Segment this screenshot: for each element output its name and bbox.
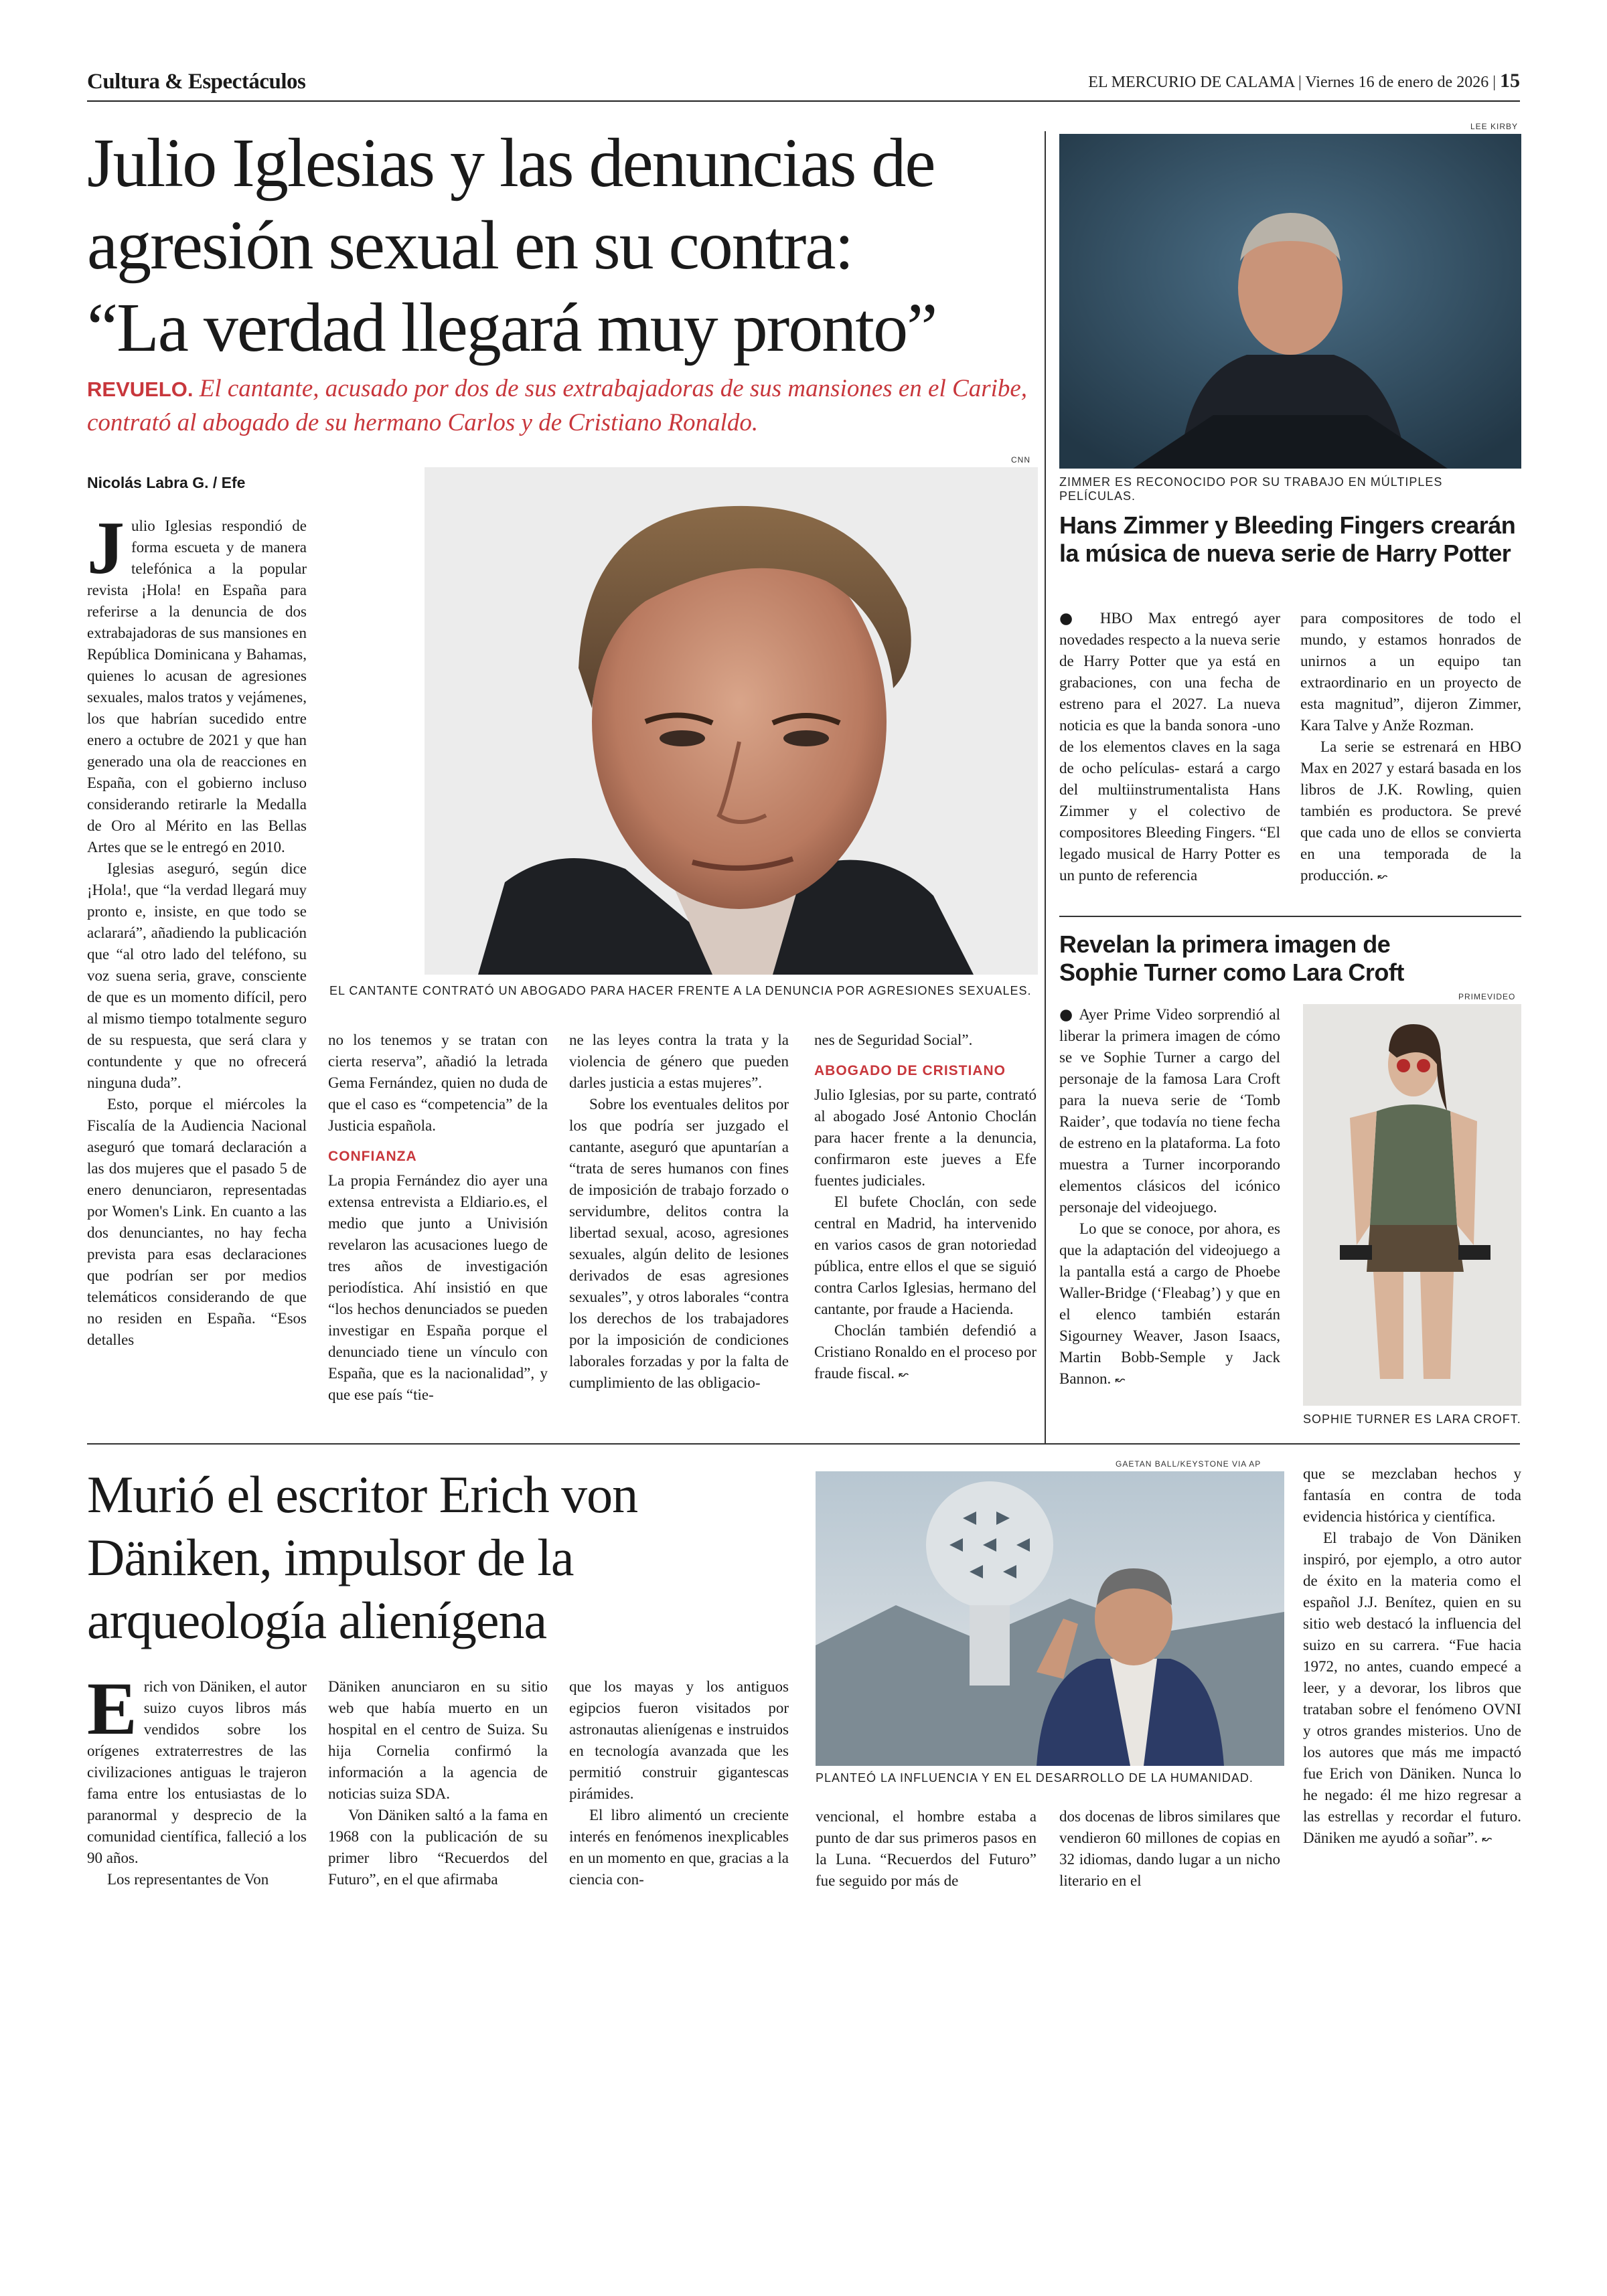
article-paragraph — [87, 1667, 307, 1869]
sidebar-rule — [1059, 916, 1521, 917]
main-photo-caption: EL CANTANTE CONTRATÓ UN ABOGADO PARA HACER FRENTE A LA DENUNCIA POR AGRESIONES SEXUALES. — [329, 984, 1032, 997]
article-paragraph: Von Däniken saltó a la fama en 1968 con la publicación de su primer libro “Recuerdos del Futuro”, en el que afirmaba — [328, 1807, 548, 1888]
article-paragraph — [814, 1320, 1037, 1386]
daniken-photo-credit: GAETAN BALL/KEYSTONE VIA AP — [1116, 1459, 1261, 1469]
subhead-abogado: ABOGADO DE CRISTIANO — [814, 1063, 1006, 1078]
article-paragraph: Esto, porque el miércoles la Fiscalía de la Audiencia Nacional aseguró que tomará declaración a las dos mujeres que el pasado 5 de enero denunciaron, representadas por Women's Link. En cuanto a las dos denunciantes, no hay fecha prevista para esas declaraciones que podrían ser por medios telemáticos considerando de que no residen en España. “Esos detalles — [87, 1096, 307, 1348]
article-paragraph: El libro alimentó un creciente interés en fenómenos inexplicables en un momento en que, gracias a la ciencia con- — [569, 1807, 789, 1888]
paragraph-text: El trabajo de Von Däniken inspiró, por ejemplo, a otro autor de éxito en la materia como el español J.J. Benítez, quien en su sitio web destacó la influencia del suizo en su carrera. “Fue hacia 1972, no antes, cuando empecé a leer, y a devorar, los libros que trataban sobre el fenómeno OVNI y otros grandes misterios. Uno de los autores que más me impactó fue Erich von Däniken. Nunca lo he negado: él me hizo regresar a las estrellas y recordar el futuro. Däniken me ayudó a soñar”. — [1303, 1530, 1521, 1846]
article-paragraph — [1300, 736, 1521, 888]
main-col-2 — [328, 1030, 548, 1406]
subhead-confianza: CONFIANZA — [328, 1149, 417, 1164]
article-paragraph: ne las leyes contra la trata y la violencia de género que pueden darles justicia a estas mujeres”. — [569, 1032, 789, 1091]
bullet-icon: ● — [1059, 610, 1085, 627]
page-number: 15 — [1500, 70, 1520, 92]
main-deck — [87, 372, 1038, 440]
byline: Nicolás Labra G. / Efe — [87, 474, 246, 491]
headline-line: Murió el escritor Erich von — [87, 1465, 638, 1524]
article-paragraph: dos docenas de libros similares que vendieron 60 millones de copias en 32 idiomas, dando lugar a un nicho literario en el — [1059, 1808, 1280, 1889]
article-paragraph: para compositores de todo el mundo, y estamos honrados de unirnos a un equipo tan extraordinario en un proyecto de esta magnitud”, dijeron Zimmer, Kara Talve y Anže Rozman. — [1300, 610, 1521, 734]
zimmer-headline — [1059, 511, 1521, 568]
zimmer-illustration — [1059, 134, 1521, 469]
article-paragraph: nes de Seguridad Social”. — [814, 1032, 973, 1048]
sophie-turner-photo — [1303, 1004, 1521, 1406]
column-divider — [1045, 131, 1046, 1443]
deck-text: El cantante, acusado por dos de sus extrabajadoras de sus mansiones en el Caribe, contrató al abogado de su hermano Carlos y de Cristiano Ronaldo. — [87, 375, 1028, 436]
end-mark-icon: ↜ — [1377, 870, 1388, 884]
bullet-icon: ● — [1059, 1006, 1075, 1023]
article-paragraph: Däniken anunciaron en su sitio web que había muerto en un hospital en el centro de Suiza. Su hija Cornelia confirmó la información a la agencia de noticias suiza SDA. — [328, 1678, 548, 1802]
separator: | — [1493, 74, 1500, 91]
article-paragraph — [1059, 608, 1280, 886]
article-paragraph: Iglesias aseguró, según dice ¡Hola!, que “la verdad llegará muy pronto e, insiste, en que todo se aclarará”, añadiendo la publicación que “al otro lado del teléfono, su voz suena seria, grave, consciente de que es un momento difícil, pero al mismo tiempo totalmente seguro de su respuesta, que será clara y contundente y que no ofrecerá ninguna duda”. — [87, 860, 307, 1091]
headline-line: arqueología alienígena — [87, 1591, 547, 1649]
dropcap: J — [87, 507, 125, 590]
daniken-illustration — [816, 1471, 1284, 1766]
headline-line: agresión sexual en su contra: — [87, 207, 853, 284]
article-paragraph: Sobre los eventuales delitos por los que podría ser juzgado el cantante, aseguró que apuntarían a “trata de seres humanos con fines de imposición de trabajo forzado o servidumbre, delitos contra la libertad sexual, acoso, agresiones sexuales, algún delito de lesiones derivados de esas agresiones sexuales”, y otros laborales “contra los derechos de los trabajadores por la imposición de condiciones laborales forzadas y por la falta de cumplimiento de las obligacio- — [569, 1096, 789, 1391]
daniken-col-4 — [816, 1806, 1037, 1892]
daniken-col-5 — [1059, 1806, 1280, 1892]
zimmer-photo-credit: LEE KIRBY — [1470, 122, 1519, 131]
paragraph-text: La serie se estrenará en HBO Max en 2027 y estará basada en los libros de J.K. Rowling, quien también es productora. Se prevé que cada uno de ellos se convierta en una temporada de la producción. — [1300, 738, 1521, 884]
deck-kicker: REVUELO. — [87, 378, 194, 401]
end-mark-icon: ↜ — [899, 1368, 909, 1382]
headline-line: Hans Zimmer y Bleeding Fingers crearán — [1059, 511, 1516, 539]
newspaper-name: EL MERCURIO DE CALAMA — [1088, 74, 1295, 91]
article-paragraph — [1303, 1528, 1521, 1850]
paragraph-text: rich von Däniken, el autor suizo cuyos libros más vendidos sobre los orígenes extraterrestres de las civilizaciones antiguas le trajeron fama entre los entusiastas de lo paranormal y desprecio de la comunidad científica, falleció a los 90 años. — [87, 1678, 307, 1866]
article-paragraph: vencional, el hombre estaba a punto de dar sus primeros pasos en la Luna. “Recuerdos del Futuro” fue seguido por más de — [816, 1808, 1037, 1889]
paragraph-text: Ayer Prime Video sorprendió al liberar la primera imagen de cómo se ve Sophie Turner a cargo del personaje de la famosa Lara Croft para la nueva serie de ‘Tomb Raider’, que todavía no tiene fecha de estreno en la plataforma. La foto muestra a Turner incorporando elementos clásicos del icónico personaje del videojuego. — [1059, 1006, 1280, 1216]
main-headline — [87, 122, 1038, 369]
article-paragraph: La propia Fernández dio ayer una extensa entrevista a Eldiario.es, el medio que junto a Univisión revelaron las acusaciones luego de tres años de investigación periodística. Ahí insistió en que “los hechos denunciados se pueden investigar en España porque el denunciado tiene un vínculo con España, que es la nacionalidad”, y que ese país “tie- — [328, 1172, 548, 1403]
section-name: Cultura & Espectáculos — [87, 70, 306, 94]
headline-line: Sophie Turner como Lara Croft — [1059, 959, 1404, 986]
article-paragraph: El bufete Choclán, con sede central en Madrid, ha intervenido en varios casos de gran notoriedad pública, entre ellos el que se siguió contra Carlos Iglesias, hermano del cantante, por fraude a Hacienda. — [814, 1194, 1037, 1317]
turner-headline — [1059, 930, 1521, 987]
portrait-illustration — [425, 467, 1038, 975]
lara-croft-illustration — [1303, 1004, 1521, 1406]
article-paragraph — [1059, 1004, 1280, 1218]
paragraph-text: ulio Iglesias respondió de forma escueta y de manera telefónica a la popular revista ¡Hola! en España para referirse a la denuncia de dos extrabajadoras de sus mansiones en República Dominicana y Bahamas, quienes lo acusan de agresiones sexuales, malos tratos y vejámenes, los que habrían sucedido entre enero a octubre de 2021 y que han generado una ola de reacciones en España, con el gobierno incluso considerando retirarle la Medalla de Oro al Mérito en las Bellas Artes que se le entregó en 2010. — [87, 517, 307, 855]
end-mark-icon: ↜ — [1482, 1832, 1493, 1846]
article-paragraph — [1059, 1218, 1280, 1391]
paragraph-text: Lo que se conoce, por ahora, es que la adaptación del videojuego a la pantalla está a cargo de Phoebe Waller-Bridge (‘Fleabag’) y que en el elenco también estarán Sigourney Weaver, Jason Isaacs, Martin Bobb-Semple y Jack Bannon. — [1059, 1220, 1280, 1387]
zimmer-col-1 — [1059, 608, 1280, 886]
hans-zimmer-photo — [1059, 134, 1521, 469]
daniken-col-3 — [569, 1676, 789, 1890]
zimmer-photo-caption: ZIMMER ES RECONOCIDO POR SU TRABAJO EN MÚLTIPLES PELÍCULAS. — [1059, 475, 1443, 503]
headline-line: Däniken, impulsor de la — [87, 1528, 574, 1586]
article-paragraph — [87, 507, 307, 858]
paragraph-text: HBO Max entregó ayer novedades respecto a la nueva serie de Harry Potter que ya está en grabaciones, con una fecha de estreno para el 2027. La nueva noticia es que la banda sonora -uno de los elementos claves en la saga de ocho películas- estará a cargo del multiinstrumentalista Hans Zimmer y el colectivo de compositores Bleeding Fingers. “El legado musical de Harry Potter es un punto de referencia — [1059, 610, 1280, 884]
end-mark-icon: ↜ — [1115, 1373, 1126, 1387]
article-paragraph: que los mayas y los antiguos egipcios fueron visitados por astronautas alienígenas e instruidos en tecnología avanzada que les permitió construir gigantescas pirámides. — [569, 1678, 789, 1802]
daniken-col-1 — [87, 1667, 307, 1890]
daniken-col-6 — [1303, 1463, 1521, 1850]
article-paragraph: no los tenemos y se tratan con cierta reserva”, añadió la letrada Gema Fernández, quien no duda de que el caso es “competencia” de la Justicia española. — [328, 1032, 548, 1134]
daniken-headline — [87, 1463, 790, 1652]
julio-iglesias-photo — [425, 467, 1038, 975]
header-rule — [87, 100, 1520, 102]
turner-photo-caption: SOPHIE TURNER ES LARA CROFT. — [1303, 1412, 1521, 1426]
main-col-4 — [814, 1030, 1037, 1386]
main-col-3 — [569, 1030, 789, 1394]
headline-line: Julio Iglesias y las denuncias de — [87, 125, 935, 201]
turner-col — [1059, 1004, 1280, 1391]
masthead-info — [1088, 70, 1520, 92]
paragraph-text: Choclán también defendió a Cristiano Ronaldo en el proceso por fraude fiscal. — [814, 1322, 1037, 1382]
daniken-col-2 — [328, 1676, 548, 1890]
headline-line: “La verdad llegará muy pronto” — [87, 289, 937, 366]
main-col-1 — [87, 507, 307, 1351]
daniken-photo-caption: PLANTEÓ LA INFLUENCIA Y EN EL DESARROLLO DE LA HUMANIDAD. — [816, 1771, 1253, 1785]
separator: | — [1298, 74, 1306, 91]
section-rule — [87, 1443, 1520, 1445]
article-paragraph: que se mezclaban hechos y fantasía en contra de toda evidencia histórica y científica. — [1303, 1465, 1521, 1525]
turner-photo-credit: PRIMEVIDEO — [1458, 992, 1516, 1001]
headline-line: Revelan la primera imagen de — [1059, 930, 1391, 958]
daniken-photo — [816, 1471, 1284, 1766]
zimmer-col-2 — [1300, 608, 1521, 888]
article-paragraph: Los representantes de Von — [107, 1871, 269, 1888]
issue-date: Viernes 16 de enero de 2026 — [1305, 74, 1489, 91]
dropcap: E — [87, 1667, 137, 1750]
article-paragraph: Julio Iglesias, por su parte, contrató al abogado José Antonio Choclán para hacer frente a la denuncia, confirmaron este jueves a Efe fuentes judiciales. — [814, 1086, 1037, 1189]
headline-line: la música de nueva serie de Harry Potter — [1059, 540, 1511, 567]
photo-credit: CNN — [1011, 455, 1030, 465]
